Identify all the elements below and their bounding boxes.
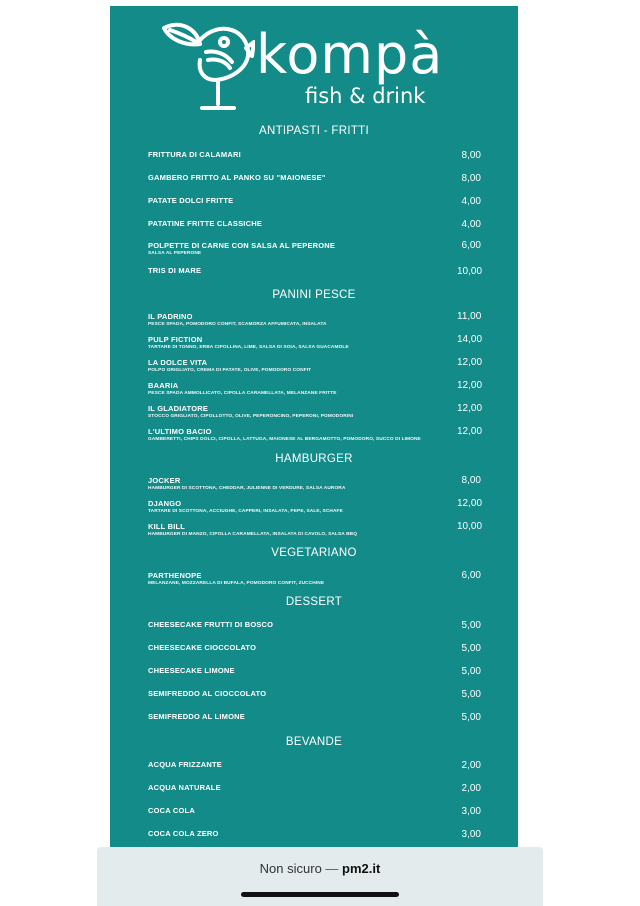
- menu-item-price: 2,00: [461, 783, 481, 794]
- menu-item: [148, 266, 478, 275]
- menu-item-name: ACQUA FRIZZANTE: [148, 760, 222, 769]
- menu-item: [148, 783, 478, 792]
- menu-item-price: 10,00: [457, 521, 483, 532]
- menu-image: [110, 6, 518, 848]
- menu-item-price: 2,00: [461, 760, 481, 771]
- section-title: HAMBURGER: [275, 453, 353, 465]
- menu-item: [148, 571, 478, 587]
- menu-item-name: FRITTURA DI CALAMARI: [148, 150, 241, 159]
- menu-item: [148, 381, 478, 397]
- menu-item-description: HAMBURGER DI SCOTTONA, CHEDDAR, JULIENNE DI VERDURE, SALSA AURORA: [148, 486, 346, 491]
- menu-item: [148, 760, 478, 769]
- menu-item-price: 4,00: [461, 219, 481, 230]
- menu-item-name: KILL BILL: [148, 522, 186, 531]
- menu-item-price: 11,00: [457, 311, 482, 322]
- menu-item-price: 5,00: [461, 666, 481, 677]
- menu-item-price: 5,00: [461, 643, 481, 654]
- fish-in-glass-icon: [160, 20, 255, 112]
- section-title: PANINI PESCE: [272, 289, 356, 301]
- menu-item: [148, 712, 478, 721]
- menu-item: [148, 620, 478, 629]
- browser-address-bar[interactable]: [97, 847, 543, 906]
- menu-item-description: GAMBERETTI, CHIPS DOLCI, CIPOLLA, LATTUGA, MAIONESE AL BERGAMOTTO, POMODORO, SUCCO DI LIMONE: [148, 437, 421, 442]
- url-separator: —: [325, 861, 339, 876]
- menu-item: [148, 499, 478, 515]
- menu-item-price: 12,00: [457, 380, 483, 391]
- menu-item-description: SALSA AL PEPERONE: [148, 251, 202, 256]
- menu-item: [148, 241, 478, 257]
- menu-item: [148, 335, 478, 351]
- url-domain: pm2.it: [342, 861, 381, 876]
- menu-item-description: STOCCO GRIGLIATO, CIPOLLOTTO, OLIVE, PEPERONCINO, PEPERONI, POMODORINI: [148, 414, 354, 419]
- menu-item-name: COCA COLA ZERO: [148, 829, 219, 838]
- menu-item-description: HAMBURGER DI MANZO, CIPOLLA CARAMELLATA, INSALATA DI CAVOLO, SALSA BBQ: [148, 532, 358, 537]
- brand-name: kompà: [256, 23, 444, 86]
- menu-item-price: 4,00: [461, 196, 481, 207]
- menu-item-price: 5,00: [461, 712, 481, 723]
- menu-item-price: 12,00: [457, 426, 483, 437]
- menu-item: [148, 829, 478, 838]
- menu-item-name: COCA COLA: [148, 806, 195, 815]
- home-indicator[interactable]: [241, 892, 399, 897]
- menu-item: [148, 643, 478, 652]
- section-title: ANTIPASTI - FRITTI: [259, 125, 369, 137]
- menu-item-name: IL GLADIATORE: [148, 404, 209, 413]
- menu-item-price: 5,00: [461, 620, 481, 631]
- menu-item: [148, 219, 478, 228]
- menu-item-name: CHEESECAKE CIOCCOLATO: [148, 643, 257, 652]
- menu-item: [148, 404, 478, 420]
- menu-item-name: TRIS DI MARE: [148, 266, 202, 275]
- menu-item-name: PATATINE FRITTE CLASSICHE: [148, 219, 263, 228]
- menu-item: [148, 666, 478, 675]
- menu-item-price: 3,00: [461, 806, 481, 817]
- menu-item-name: SEMIFREDDO AL CIOCCOLATO: [148, 689, 267, 698]
- menu-item: [148, 806, 478, 815]
- menu-item-price: 12,00: [457, 498, 483, 509]
- menu-item-name: GAMBERO FRITTO AL PANKO SU "MAIONESE": [148, 173, 326, 182]
- menu-item: [148, 689, 478, 698]
- menu-item-name: CHEESECAKE LIMONE: [148, 666, 235, 675]
- menu-item-name: PATATE DOLCI FRITTE: [148, 196, 234, 205]
- security-label: Non sicuro: [259, 861, 322, 876]
- section-title: VEGETARIANO: [271, 547, 357, 559]
- menu-item-name: BAARIA: [148, 381, 179, 390]
- menu-item-description: TARTARE DI SCOTTONA, ACCIUGHE, CAPPERI, INSALATA, PEPE, SALE, SCHAFE: [148, 509, 343, 514]
- menu-item-name: LA DOLCE VITA: [148, 358, 208, 367]
- section-title: BEVANDE: [285, 736, 343, 748]
- menu-item-name: POLPETTE DI CARNE CON SALSA AL PEPERONE: [148, 241, 336, 250]
- menu-item-name: SEMIFREDDO AL LIMONE: [148, 712, 245, 721]
- menu-item-price: 3,00: [461, 829, 481, 840]
- menu-item: [148, 358, 478, 374]
- menu-item-price: 12,00: [457, 403, 483, 414]
- menu-item-name: JOCKER: [148, 476, 181, 485]
- menu-item-name: PARTHENOPE: [148, 571, 202, 580]
- menu-item-name: DJANGO: [148, 499, 182, 508]
- section-title: DESSERT: [285, 596, 343, 608]
- menu-item-description: POLPO GRIGLIATO, CREMA DI PATATE, OLIVE, POMODORO CONFIT: [148, 368, 312, 373]
- menu-item: [148, 427, 478, 443]
- menu-item: [148, 476, 478, 492]
- menu-item-price: 5,00: [461, 689, 481, 700]
- brand-logo: [110, 6, 518, 116]
- menu-item: [148, 150, 478, 159]
- menu-item-price: 10,00: [457, 266, 483, 277]
- menu-item: [148, 312, 478, 328]
- menu-item-description: MELANZANE, MOZZARELLA DI BUFALA, POMODORO CONFIT, ZUCCHINE: [148, 581, 325, 586]
- menu-item-name: ACQUA NATURALE: [148, 783, 221, 792]
- menu-item-price: 8,00: [461, 173, 481, 184]
- menu-item-name: PULP FICTION: [148, 335, 203, 344]
- menu-item-description: PESCE SPADA AMMOLLICATO, CIPOLLA CARAMELLATA, MELANZANE FRITTE: [148, 391, 337, 396]
- menu-item-name: CHEESECAKE FRUTTI DI BOSCO: [148, 620, 274, 629]
- menu-item-price: 8,00: [461, 475, 481, 486]
- menu-item-price: 12,00: [457, 357, 483, 368]
- menu-item-price: 6,00: [461, 570, 481, 581]
- menu-item-price: 14,00: [457, 334, 483, 345]
- menu-item-name: IL PADRINO: [148, 312, 193, 321]
- menu-item: [148, 196, 478, 205]
- menu-item-price: 6,00: [461, 240, 481, 251]
- menu-item: [148, 522, 478, 538]
- menu-item-description: TARTARE DI TONNO, ERBA CIPOLLINA, LIME, SALSA DI SOIA, SALSA GUACAMOLE: [148, 345, 349, 350]
- url-display[interactable]: [97, 861, 543, 877]
- menu-item-price: 8,00: [461, 150, 481, 161]
- brand-tagline: fish & drink: [305, 84, 426, 108]
- menu-item-description: PESCE SPADA, POMODORO CONFIT, SCAMORZA AFFUMICATA, INSALATA: [148, 322, 327, 327]
- menu-item-name: L'ULTIMO BACIO: [148, 427, 212, 436]
- menu-item: [148, 173, 478, 182]
